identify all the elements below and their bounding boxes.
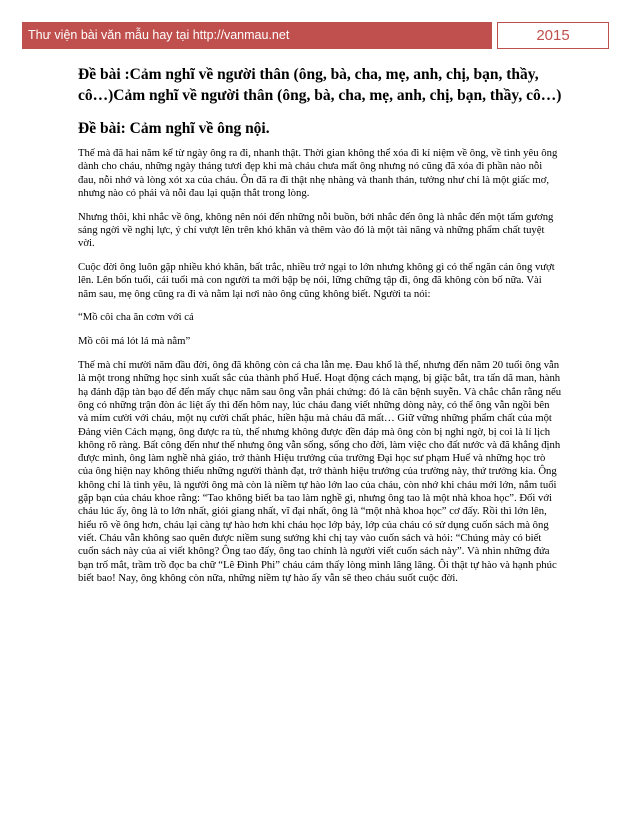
- year-text: 2015: [536, 27, 570, 44]
- document-body: [78, 64, 562, 585]
- year-badge: [497, 22, 609, 49]
- paragraph: Thế mà đã hai năm kể từ ngày ông ra đi, nhanh thật. Thời gian không thể xóa đi kỉ niệm về ông, về tình yêu ông dành cho cháu, những ngày tháng tươi đẹp khi mà cháu chưa mất ông nhưng nó cũng đã xóa đi phần nào nỗi đau, nỗi nhớ và lòng xót xa của cháu. Ôn đã ra đi thật nhẹ nhàng và thanh thản, tưởng như chỉ là một giấc mơ, nhưng nào có phải và nỗi đau lại quặn thắt trong lòng.: [78, 147, 558, 199]
- verse-line: Mồ côi má lót lá mà nằm”: [78, 335, 191, 348]
- document-subtitle: Đề bài: Cảm nghĩ về ông nội.: [78, 120, 270, 137]
- verse-line: “Mồ côi cha ăn cơm với cá: [78, 311, 194, 324]
- paragraph: Nhưng thôi, khi nhắc về ông, không nên nói đến những nỗi buồn, bởi nhắc đến ông là nhắc đến một tấm gương sáng ngời về nghị lực, ý chí vượt lên trên khó khăn và thêm vào đó là một tài năng và những phẩm chất tuyệt vời.: [78, 210, 554, 250]
- paragraph: Thế mà chỉ mười năm đầu đời, ông đã không còn cả cha lẫn mẹ. Đau khổ là thế, nhưng đến năm 20 tuổi ông vẫn là một trong những học sinh xuất sắc của thành phố Huế. Hoạt động cách mạng, bị giặc bắt, tra tấn dã man, hành hạ đánh đập tàn bạo để đến mấy chục năm sau ông vẫn phải chứng: đó là căn bệnh suyễn. Và chắc chắn rằng nếu ông có những trận đòn ác liệt ấy thì đến hôm nay, lúc cháu đang viết những dòng này, có thể ông vẫn ngồi bên và mỉm cười với cháu, một nụ cười chất phác, hiền hậu mà cháu đã mất… Giữ vững những phẩm chất của một Đảng viên Cách mạng, ông được ra tù, thế nhưng không được đền đáp mà ông còn bị nghi ngờ, bị coi là lí lịch không rõ ràng. Bất công đến như thế nhưng ông vẫn sống, sống cho đời, làm việc cho đất nước và đã khẳng định được mình, ông làm nghề nhà giáo, trở thành Hiệu trưởng của trường Đại học sư phạm Huế và những học trò của ông hiện nay không thiếu những người thành đạt, trở thành hiệu trưởng của trường này, thứ trưởng kia. Ông không chỉ là tình yêu, là người ông mà còn là niềm tự hào lớn lao của cháu, còn nhớ khi cháu mới lớn, nắm tuổi gặp bạn của cháu khoe rằng: “Tao không biết ba tao làm nghề gì, nhưng ông tao là một nhà khoa học”. Đối với cháu lúc ấy, ông là to lớn nhất, giỏi giang nhất, vĩ đại nhất, ông là “một nhà khoa học” cơ đấy. Rồi thì lớn lên, hiểu rõ về ông hơn, cháu lại càng tự hào hơn khi cháu học lớp bảy, lớp của cháu có sử dụng cuốn sách mà ông viết. Cháu vẫn không sao quên được niềm sung sướng khi chị tay vào cuốn sách và hỏi: “Chúng mày có biết cuốn sách này của ai viết không? Ông tao đấy, ông tao chính là người viết cuốn sách này”. Và nhìn những đứa bạn trố mắt, trầm trồ đọc ba chữ “Lê Đình Phi” cháu cảm thấy lòng mình lâng lâng. Ôi thật tự hào và hạnh phúc biết bao! Nay, ông không còn nữa, những niềm tự hào ấy vẫn sẽ theo cháu suốt cuộc đời.: [78, 359, 562, 584]
- library-header-text: Thư viện bài văn mẫu hay tại http://vanmau.net: [28, 28, 290, 42]
- paragraph: Cuộc đời ông luôn gặp nhiều khó khăn, bất trắc, nhiều trở ngại to lớn nhưng không gì có thể ngăn cản ông vượt lên. Lên bốn tuổi, cái tuổi mà con người ta mới bập bẹ nói, lững chững tập đi, ông đã không còn bố nữa. Vài năm sau, mẹ ông cũng ra đi và nằm lại nơi nào ông cũng không biết. Người ta nói:: [78, 261, 555, 300]
- document-title: Đề bài :Cảm nghĩ về người thân (ông, bà, cha, mẹ, anh, chị, bạn, thầy, cô…)Cảm nghĩ về người thân (ông, bà, cha, mẹ, anh, chị, bạn, thầy, cô…): [78, 66, 562, 104]
- library-header-bar: [22, 22, 492, 49]
